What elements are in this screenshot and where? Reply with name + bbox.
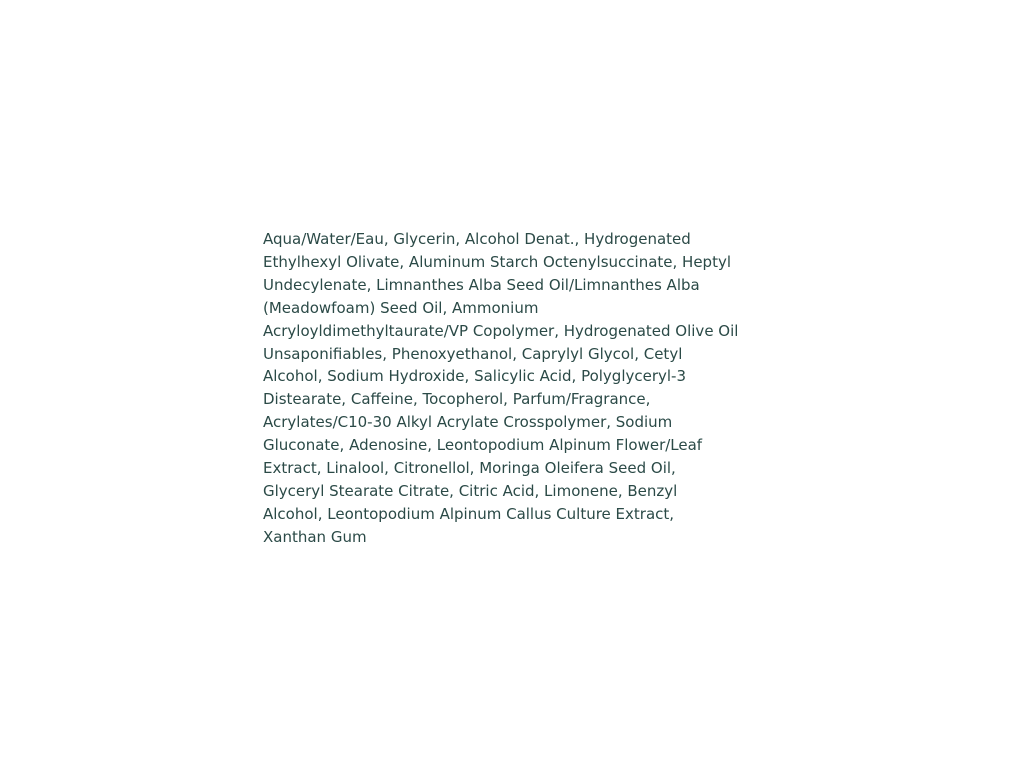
ingredients-line: Glyceryl Stearate Citrate, Citric Acid, Limonene, Benzyl xyxy=(263,481,678,500)
ingredients-line: Acryloyldimethyltaurate/VP Copolymer, Hydrogenated Olive Oil xyxy=(263,321,739,340)
ingredients-line: (Meadowfoam) Seed Oil, Ammonium xyxy=(263,298,539,317)
ingredients-line: Ethylhexyl Olivate, Aluminum Starch Octenylsuccinate, Heptyl xyxy=(263,252,731,271)
ingredients-line: Gluconate, Adenosine, Leontopodium Alpinum Flower/Leaf xyxy=(263,436,703,455)
ingredients-line: Alcohol, Sodium Hydroxide, Salicylic Acid, Polyglyceryl-3 xyxy=(263,367,687,386)
ingredients-line: Acrylates/C10-30 Alkyl Acrylate Crosspolymer, Sodium xyxy=(263,413,673,432)
ingredients-list-text xyxy=(263,228,763,549)
ingredients-line: Unsaponifiables, Phenoxyethanol, Caprylyl Glycol, Cetyl xyxy=(263,344,683,363)
ingredients-line: Xanthan Gum xyxy=(263,527,367,546)
ingredients-line: Alcohol, Leontopodium Alpinum Callus Culture Extract, xyxy=(263,504,675,523)
ingredients-line: Distearate, Caffeine, Tocopherol, Parfum/Fragrance, xyxy=(263,390,651,409)
ingredients-line: Undecylenate, Limnanthes Alba Seed Oil/Limnanthes Alba xyxy=(263,275,700,294)
ingredients-line: Extract, Linalool, Citronellol, Moringa Oleifera Seed Oil, xyxy=(263,459,676,478)
ingredients-line: Aqua/Water/Eau, Glycerin, Alcohol Denat., Hydrogenated xyxy=(263,230,691,248)
